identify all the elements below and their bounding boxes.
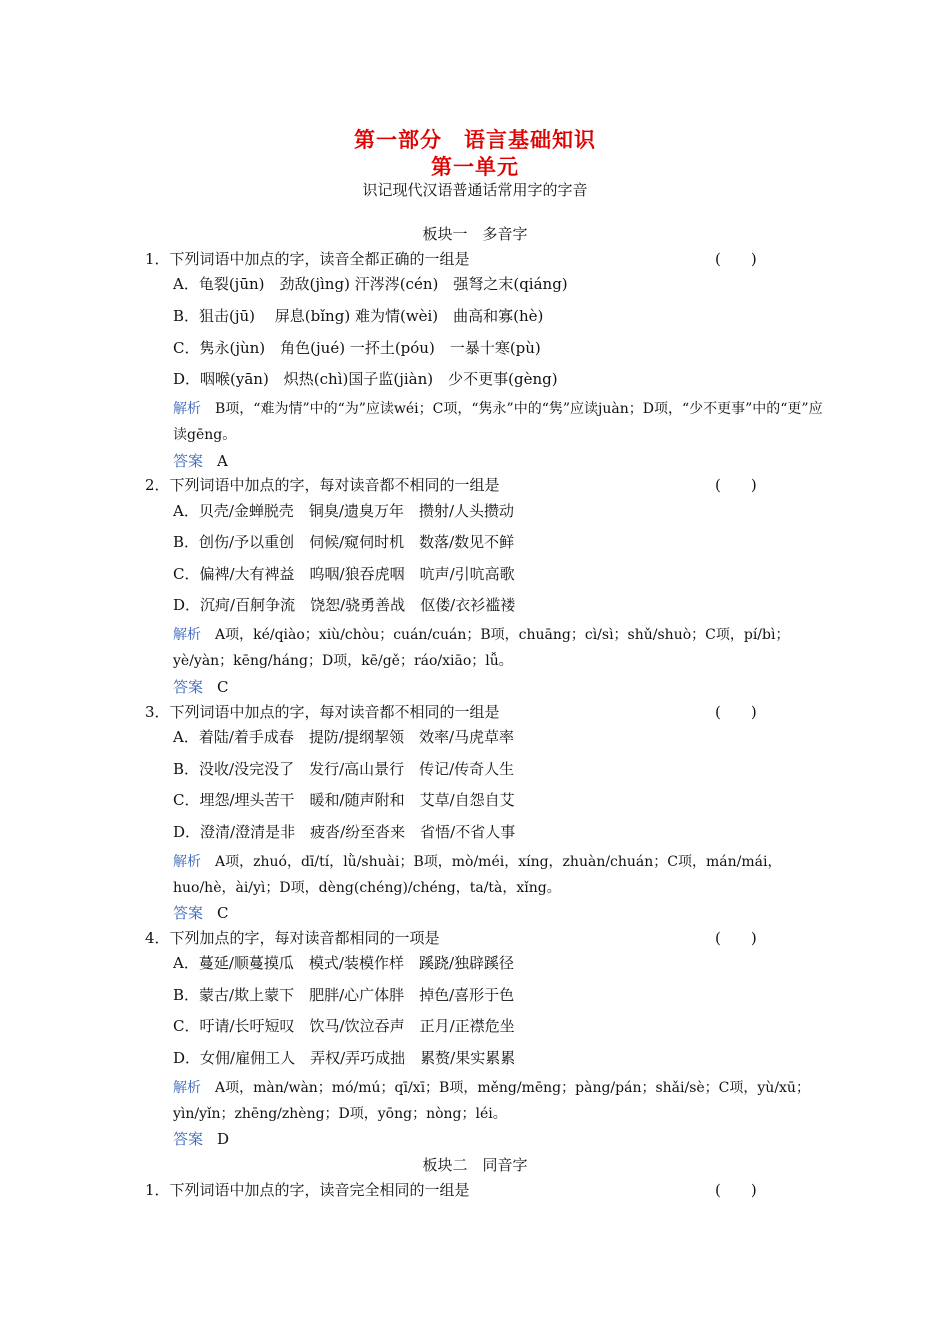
answer-blank: ( ) [715, 703, 757, 721]
part-title: 第一部分 语言基础知识 [354, 127, 596, 152]
subtitle: 识记现代汉语普通话常用字的字音 [362, 181, 588, 199]
question-2-option-a: A．贝壳/金蝉脱壳 铜臭/遗臭万年 攒射/人头攒动 [173, 502, 514, 520]
question-4-analysis [173, 1075, 823, 1127]
answer-blank: ( ) [715, 929, 757, 947]
question-stem-text: 2．下列词语中加点的字，每对读音都不相同的一组是 [145, 476, 500, 494]
analysis-label: 解析 [173, 627, 201, 643]
section-heading-1: 板块一 多音字 [422, 225, 528, 243]
question-3-option-c: C．埋怨/埋头苦干 暖和/随声附和 艾草/自怨自艾 [173, 791, 515, 809]
question-1-stem [145, 248, 795, 269]
question-1-analysis [173, 396, 823, 448]
question-3-option-a: A．着陆/着手成春 提防/提纲挈领 效率/马虎草率 [173, 728, 514, 746]
answer-label: 答案 [173, 904, 204, 922]
analysis-text: A项，zhuó，dī/tí，lǜ/shuài；B项，mò/méi，xíng，zhuàn/chuán；C项，mán/mái，huo/hè，ài/yì；D项，dèng(chéng)/chéng，ta/tà，xǐng。 [173, 854, 782, 896]
section-heading-2: 板块二 同音字 [422, 1156, 528, 1174]
answer-blank: ( ) [715, 1181, 757, 1199]
question-3-stem [145, 701, 795, 722]
question-1-option-c: C．隽永(jùn) 角色(jué) 一抔土(póu) 一暴十寒(pù) [173, 339, 541, 357]
answer-value: C [217, 904, 229, 922]
analysis-label: 解析 [173, 854, 201, 870]
question-4-answer [173, 1128, 229, 1149]
unit-title: 第一单元 [431, 154, 519, 179]
analysis-label: 解析 [173, 1080, 201, 1096]
section-2-question-1-stem [145, 1179, 795, 1200]
analysis-text: B项，“难为情”中的“为”应读wéi；C项，“隽永”中的“隽”应读juàn；D项，“少不更事”中的“更”应读gēng。 [173, 401, 823, 443]
question-2-option-c: C．偏裨/大有裨益 呜咽/狼吞虎咽 吭声/引吭高歌 [173, 565, 515, 583]
answer-label: 答案 [173, 678, 204, 696]
question-4-option-a: A．蔓延/顺蔓摸瓜 模式/装模作样 蹊跷/独辟蹊径 [173, 954, 514, 972]
question-4-option-c: C．吁请/长吁短叹 饮马/饮泣吞声 正月/正襟危坐 [173, 1017, 515, 1035]
question-2-stem [145, 474, 795, 495]
question-2-option-b: B．创伤/予以重创 伺候/窥伺时机 数落/数见不鲜 [173, 533, 515, 551]
question-2-answer [173, 676, 229, 697]
question-1-option-d: D．咽喉(yān) 炽热(chì)国子监(jiàn) 少不更事(gèng) [173, 370, 558, 388]
question-1-answer [173, 450, 228, 471]
question-3-answer [173, 902, 229, 923]
answer-value: D [217, 1130, 230, 1148]
answer-value: C [217, 678, 229, 696]
question-stem-text: 3．下列词语中加点的字，每对读音都不相同的一组是 [145, 703, 500, 721]
analysis-text: A项，ké/qiào；xiù/chòu；cuán/cuán；B项，chuāng；cì/sì；shǔ/shuò；C项，pí/bì；yè/yàn；kēng/háng；D项，kē/gě；ráo/xiāo；lǚ。 [173, 627, 790, 669]
question-2-option-d: D．沉疴/百舸争流 饶恕/骁勇善战 伛偻/衣衫褴褛 [173, 596, 516, 614]
analysis-text: A项，màn/wàn；mó/mú；qī/xī；B项，měng/mēng；pàng/pán；shǎi/sè；C项，yù/xū；yìn/yǐn；zhēng/zhèng；D项，yōng；nòng；léi。 [173, 1080, 810, 1122]
question-3-option-b: B．没收/没完没了 发行/高山景行 传记/传奇人生 [173, 760, 515, 778]
question-3-option-d: D．澄清/澄清是非 疲沓/纷至沓来 省悟/不省人事 [173, 823, 516, 841]
question-1-option-a: A．龟裂(jūn) 劲敌(jìng) 汗涔涔(cén) 强弩之末(qiáng) [173, 275, 568, 293]
question-stem-text: 1．下列词语中加点的字，读音完全相同的一组是 [145, 1181, 470, 1199]
analysis-label: 解析 [173, 401, 201, 417]
question-2-analysis [173, 622, 823, 674]
answer-blank: ( ) [715, 250, 757, 268]
answer-value: A [217, 452, 228, 470]
question-4-option-d: D．女佣/雇佣工人 弄权/弄巧成拙 累赘/果实累累 [173, 1049, 516, 1067]
question-4-stem [145, 927, 795, 948]
question-stem-text: 4．下列加点的字，每对读音都相同的一项是 [145, 929, 440, 947]
answer-blank: ( ) [715, 476, 757, 494]
answer-label: 答案 [173, 1130, 204, 1148]
question-1-option-b: B．狙击(jū) 屏息(bǐng) 难为情(wèi) 曲高和寡(hè) [173, 307, 544, 325]
question-stem-text: 1．下列词语中加点的字，读音全都正确的一组是 [145, 250, 470, 268]
answer-label: 答案 [173, 452, 204, 470]
question-4-option-b: B．蒙古/欺上蒙下 肥胖/心广体胖 掉色/喜形于色 [173, 986, 515, 1004]
question-3-analysis [173, 849, 823, 901]
